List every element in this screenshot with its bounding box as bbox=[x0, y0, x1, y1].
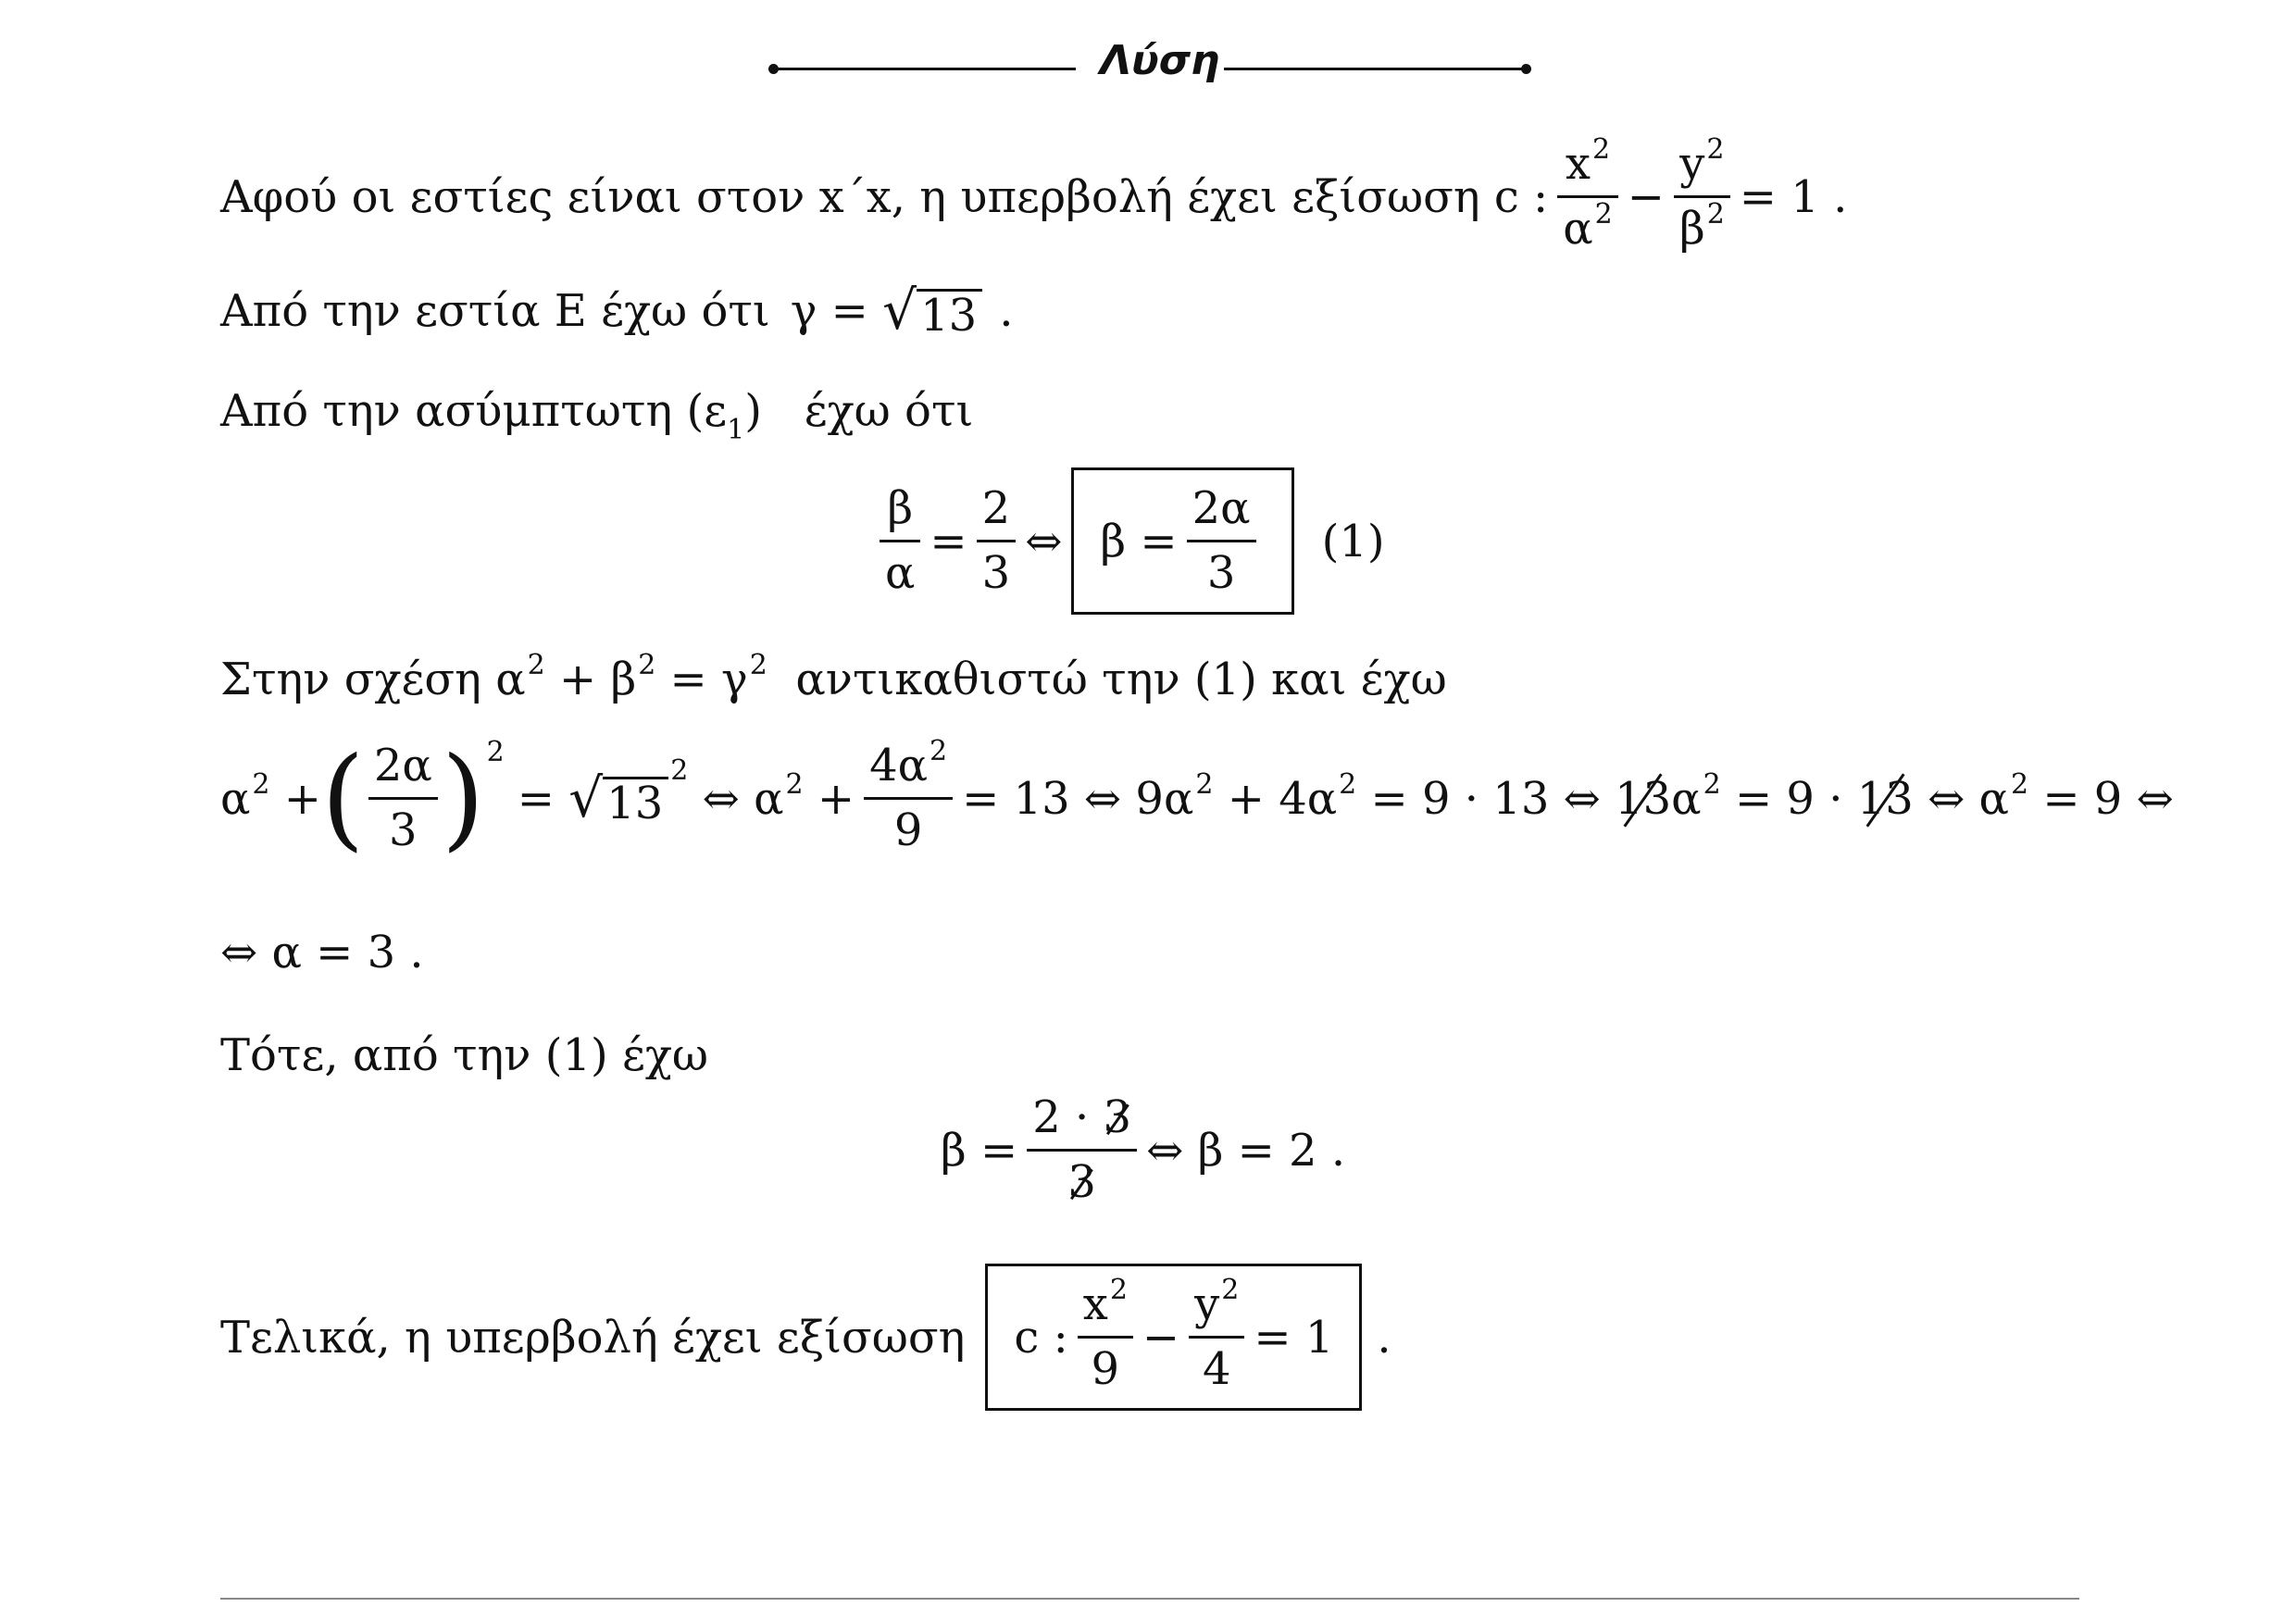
text-relation: Στην σχέση bbox=[220, 654, 481, 705]
text-then: Τότε, από την (1) έχω bbox=[220, 1029, 709, 1081]
frac-x2-a2: $\frac{x^2}{\alpha^2}$ bbox=[1557, 139, 1618, 255]
boxed-final-equation: c : $\frac{x^2}{9}$ − $\frac{y^2}{4}$ = 1 bbox=[985, 1264, 1362, 1411]
text-asymptote: Από την ασύμπτωτη bbox=[220, 385, 673, 437]
sqrt-13: √ 13 bbox=[882, 283, 982, 338]
equation-beta-ratio: $\frac{\beta}{\alpha}$ = $\frac{2}{3}$ ⇔ β = $\frac{2\alpha}{3}$ (1) bbox=[870, 467, 1385, 615]
header-right-dot bbox=[1521, 64, 1531, 74]
equation-label-1: (1) bbox=[1321, 515, 1385, 567]
line-relation: Στην σχέση $\alpha^2 + \beta^2 = \gamma^2$ αντικαθιστώ την (1) και έχω bbox=[220, 649, 1447, 705]
frac-y2-b2: $\frac{y^2}{\beta^2}$ bbox=[1674, 139, 1730, 255]
line-final: Τελικά, η υπερβολή έχει εξίσωση c : $\frac{x^2}{9}$ − $\frac{y^2}{4}$ = 1 . bbox=[220, 1264, 1391, 1411]
equation-derivation: $\alpha^2$ + ( $\frac{2\alpha}{3}$ ) 2 = √ 13 2 ⇔ $\alpha^2$ + $\frac{4\alpha^2}{9}$ = 13 ⇔ $9\alpha^2 + 4\alpha^2 = 9 \cdot 13$ ⇔ 13 $\alpha^2 = 9$ · 13 ⇔ $\alpha^2 = 9$ ⇔ bbox=[220, 733, 2174, 863]
text-substitute: αντικαθιστώ την (1) και έχω bbox=[795, 654, 1447, 705]
equation-alpha: ⇔ α = 3 . bbox=[220, 927, 424, 978]
line-focus: Από την εστία Ε έχω ότι γ = √ 13 . bbox=[220, 279, 1014, 342]
equation-beta-value: β = $\frac{2 \cdot 3}{3}$ ⇔ β = 2 . bbox=[941, 1091, 1346, 1209]
line-asymptote: Από την ασύμπτωτη $(\varepsilon_1)$ έχω ότι bbox=[220, 385, 974, 446]
footer-rule bbox=[220, 1598, 2079, 1600]
boxed-beta: β = $\frac{2\alpha}{3}$ bbox=[1071, 467, 1293, 615]
text-final: Τελικά, η υπερβολή έχει εξίσωση bbox=[220, 1311, 966, 1364]
header-left-rule bbox=[774, 68, 1076, 70]
line-then bbox=[220, 1029, 709, 1081]
text-intro: Αφού οι εστίες είναι στον x΄x, η υπερβολή έχει εξίσωση c : bbox=[220, 170, 1549, 223]
text-have: έχω ότι bbox=[804, 385, 974, 437]
line-hyperbola-form: Αφού οι εστίες είναι στον x΄x, η υπερβολή έχει εξίσωση c : $\frac{x^2}{\alpha^2}$ − $\frac{y^2}{\beta^2}$ = 1 . bbox=[220, 133, 1848, 255]
header-right-rule bbox=[1224, 68, 1526, 70]
text-focus: Από την εστία Ε έχω ότι bbox=[220, 284, 770, 337]
section-title: Λύση bbox=[1100, 37, 1220, 84]
